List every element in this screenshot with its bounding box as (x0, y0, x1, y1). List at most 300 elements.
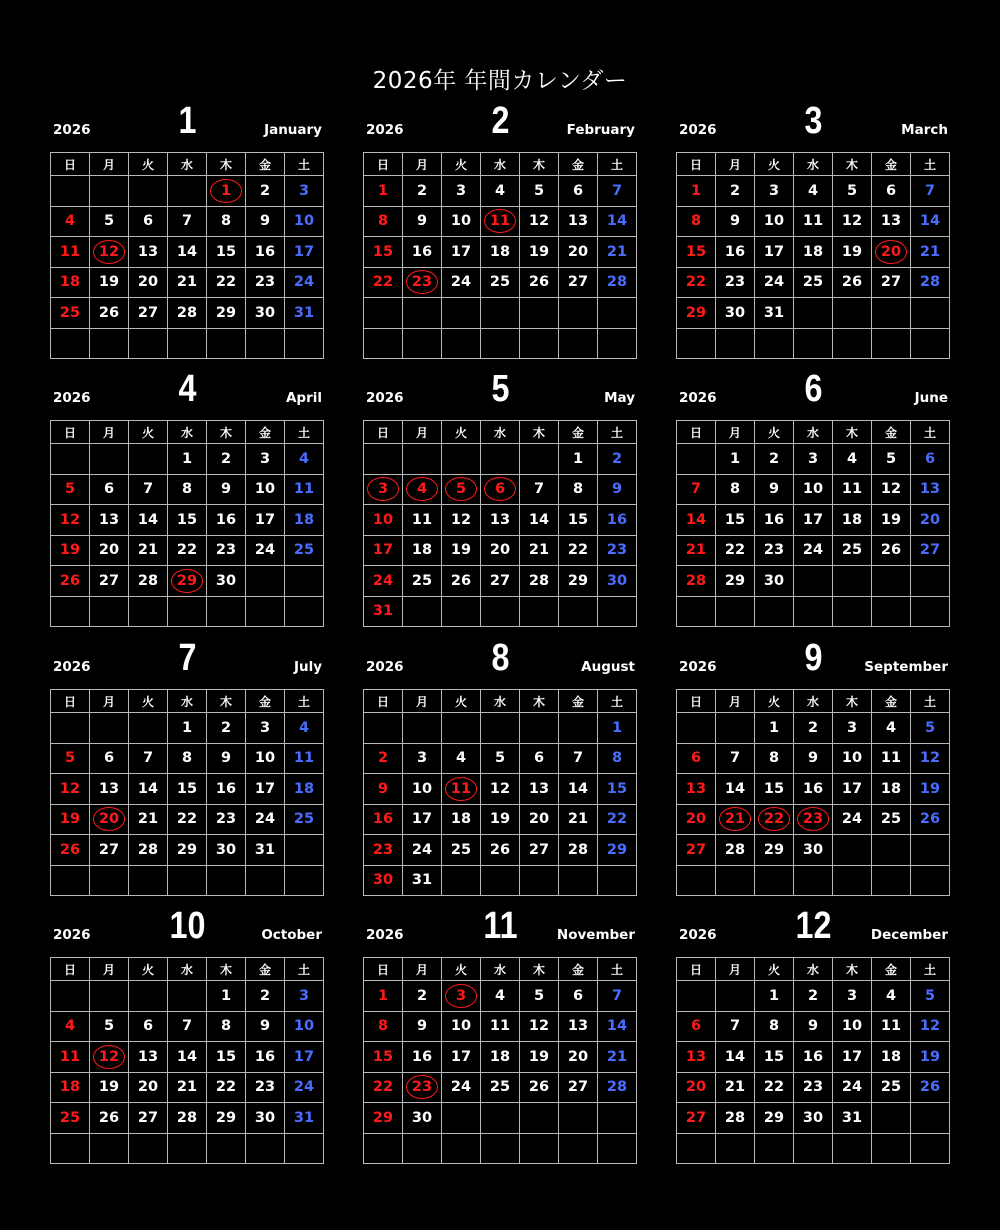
weekday-header: 水 (168, 421, 207, 444)
month-header (676, 637, 951, 689)
day-cell: 5 (90, 207, 129, 238)
day-cell: 17 (246, 505, 285, 536)
day-cell: 10 (403, 774, 442, 805)
month-header (363, 100, 638, 152)
empty-cell (129, 329, 168, 360)
day-cell: 20 (520, 805, 559, 836)
month-grid (363, 957, 637, 1164)
day-cell: 12 (520, 207, 559, 238)
holiday-day-cell: 5 (442, 475, 481, 506)
weekday-header: 水 (481, 690, 520, 713)
day-cell: 28 (559, 835, 598, 866)
day-cell: 2 (207, 444, 246, 475)
month-block (50, 100, 325, 359)
day-cell: 26 (90, 298, 129, 329)
empty-cell (285, 329, 324, 360)
day-cell: 20 (559, 1042, 598, 1073)
month-name: August (581, 659, 635, 675)
empty-cell (481, 444, 520, 475)
weekday-header: 木 (833, 690, 872, 713)
empty-cell (520, 444, 559, 475)
day-cell: 28 (716, 835, 755, 866)
month-year: 2026 (679, 122, 717, 138)
weekday-header: 月 (90, 690, 129, 713)
weekday-header: 土 (285, 958, 324, 981)
day-cell: 26 (872, 536, 911, 567)
holiday-day-cell: 3 (442, 981, 481, 1012)
day-cell: 3 (403, 744, 442, 775)
day-cell: 14 (559, 774, 598, 805)
day-cell: 11 (872, 1012, 911, 1043)
weekday-header: 火 (755, 958, 794, 981)
weekday-header: 水 (481, 153, 520, 176)
day-cell: 25 (403, 566, 442, 597)
day-cell: 16 (598, 505, 637, 536)
month-number: 5 (491, 368, 510, 410)
month-grid (50, 420, 324, 627)
day-cell: 14 (168, 237, 207, 268)
day-cell: 6 (559, 981, 598, 1012)
day-cell: 15 (364, 1042, 403, 1073)
empty-cell (481, 329, 520, 360)
day-cell: 10 (246, 475, 285, 506)
empty-cell (442, 1134, 481, 1165)
empty-cell (794, 329, 833, 360)
day-cell: 16 (246, 1042, 285, 1073)
day-cell: 29 (207, 298, 246, 329)
day-cell: 26 (90, 1103, 129, 1134)
day-cell: 5 (90, 1012, 129, 1043)
day-cell: 10 (364, 505, 403, 536)
month-block (676, 905, 951, 1164)
day-cell: 21 (168, 1073, 207, 1104)
day-cell: 21 (716, 1073, 755, 1104)
day-cell: 29 (598, 835, 637, 866)
day-cell: 14 (716, 774, 755, 805)
page-title: 2026年 年間カレンダー (372, 68, 628, 94)
day-cell: 13 (677, 1042, 716, 1073)
day-cell: 11 (872, 744, 911, 775)
day-cell: 7 (168, 1012, 207, 1043)
day-cell: 20 (90, 536, 129, 567)
weekday-header: 木 (207, 958, 246, 981)
weekday-header: 金 (872, 421, 911, 444)
weekday-header: 金 (246, 153, 285, 176)
empty-cell (677, 597, 716, 628)
day-cell: 25 (794, 268, 833, 299)
day-cell: 29 (168, 835, 207, 866)
day-cell: 6 (129, 1012, 168, 1043)
day-cell: 11 (51, 237, 90, 268)
day-cell: 23 (246, 268, 285, 299)
day-cell: 7 (598, 981, 637, 1012)
empty-cell (559, 329, 598, 360)
day-cell: 29 (364, 1103, 403, 1134)
empty-cell (90, 981, 129, 1012)
empty-cell (129, 981, 168, 1012)
weekday-header: 木 (833, 958, 872, 981)
empty-cell (364, 713, 403, 744)
day-cell: 24 (833, 1073, 872, 1104)
day-cell: 15 (207, 1042, 246, 1073)
weekday-header: 金 (246, 690, 285, 713)
month-year: 2026 (53, 390, 91, 406)
month-block (676, 368, 951, 627)
empty-cell (129, 866, 168, 897)
month-name: April (285, 390, 322, 406)
day-cell: 31 (285, 298, 324, 329)
weekday-header: 土 (285, 421, 324, 444)
empty-cell (520, 1134, 559, 1165)
empty-cell (442, 329, 481, 360)
empty-cell (129, 713, 168, 744)
empty-cell (794, 866, 833, 897)
day-cell: 25 (285, 805, 324, 836)
day-cell: 1 (677, 176, 716, 207)
day-cell: 22 (716, 536, 755, 567)
day-cell: 20 (911, 505, 950, 536)
day-cell: 9 (403, 207, 442, 238)
day-cell: 21 (911, 237, 950, 268)
day-cell: 21 (598, 1042, 637, 1073)
weekday-header: 金 (559, 958, 598, 981)
day-cell: 8 (755, 1012, 794, 1043)
day-cell: 24 (285, 268, 324, 299)
day-cell: 6 (872, 176, 911, 207)
day-cell: 12 (520, 1012, 559, 1043)
day-cell: 27 (872, 268, 911, 299)
empty-cell (364, 444, 403, 475)
weekday-header: 金 (559, 690, 598, 713)
day-cell: 28 (168, 1103, 207, 1134)
day-cell: 11 (481, 1012, 520, 1043)
day-cell: 7 (598, 176, 637, 207)
weekday-header: 水 (168, 958, 207, 981)
day-cell: 20 (677, 805, 716, 836)
weekday-header: 金 (872, 153, 911, 176)
day-cell: 2 (598, 444, 637, 475)
day-cell: 19 (833, 237, 872, 268)
day-cell: 6 (559, 176, 598, 207)
weekday-header: 水 (481, 421, 520, 444)
month-number: 1 (178, 100, 197, 142)
day-cell: 7 (129, 475, 168, 506)
empty-cell (90, 597, 129, 628)
day-cell: 8 (364, 207, 403, 238)
holiday-day-cell: 11 (481, 207, 520, 238)
empty-cell (285, 1134, 324, 1165)
weekday-header: 月 (403, 153, 442, 176)
day-cell: 12 (833, 207, 872, 238)
empty-cell (168, 329, 207, 360)
empty-cell (403, 444, 442, 475)
day-cell: 18 (51, 268, 90, 299)
empty-cell (677, 713, 716, 744)
day-cell: 30 (207, 835, 246, 866)
day-cell: 14 (168, 1042, 207, 1073)
day-cell: 5 (520, 176, 559, 207)
day-cell: 20 (481, 536, 520, 567)
day-cell: 17 (833, 1042, 872, 1073)
holiday-day-cell: 23 (403, 1073, 442, 1104)
day-cell: 28 (716, 1103, 755, 1134)
day-cell: 22 (168, 536, 207, 567)
day-cell: 30 (755, 566, 794, 597)
day-cell: 19 (51, 536, 90, 567)
day-cell: 20 (677, 1073, 716, 1104)
day-cell: 17 (364, 536, 403, 567)
empty-cell (168, 981, 207, 1012)
month-grid (676, 420, 950, 627)
empty-cell (559, 1134, 598, 1165)
empty-cell (90, 866, 129, 897)
month-header (50, 637, 325, 689)
day-cell: 5 (520, 981, 559, 1012)
weekday-header: 日 (364, 958, 403, 981)
empty-cell (677, 866, 716, 897)
day-cell: 22 (364, 1073, 403, 1104)
empty-cell (911, 835, 950, 866)
empty-cell (677, 981, 716, 1012)
day-cell: 1 (168, 713, 207, 744)
day-cell: 9 (246, 207, 285, 238)
day-cell: 10 (246, 744, 285, 775)
month-name: October (261, 927, 322, 943)
day-cell: 17 (285, 1042, 324, 1073)
day-cell: 3 (285, 981, 324, 1012)
weekday-header: 月 (716, 690, 755, 713)
day-cell: 12 (872, 475, 911, 506)
day-cell: 1 (755, 713, 794, 744)
empty-cell (442, 866, 481, 897)
empty-cell (716, 981, 755, 1012)
day-cell: 3 (246, 444, 285, 475)
weekday-header: 土 (598, 690, 637, 713)
day-cell: 14 (598, 1012, 637, 1043)
empty-cell (755, 597, 794, 628)
day-cell: 21 (129, 536, 168, 567)
day-cell: 4 (833, 444, 872, 475)
weekday-header: 月 (90, 153, 129, 176)
weekday-header: 月 (403, 958, 442, 981)
day-cell: 3 (794, 444, 833, 475)
month-header (676, 905, 951, 957)
day-cell: 5 (833, 176, 872, 207)
day-cell: 10 (755, 207, 794, 238)
day-cell: 22 (559, 536, 598, 567)
empty-cell (129, 176, 168, 207)
day-cell: 16 (794, 774, 833, 805)
empty-cell (51, 1134, 90, 1165)
day-cell: 19 (520, 1042, 559, 1073)
day-cell: 13 (911, 475, 950, 506)
empty-cell (833, 329, 872, 360)
day-cell: 17 (755, 237, 794, 268)
day-cell: 30 (364, 866, 403, 897)
month-header (363, 637, 638, 689)
empty-cell (559, 1103, 598, 1134)
day-cell: 29 (716, 566, 755, 597)
day-cell: 2 (794, 981, 833, 1012)
empty-cell (442, 597, 481, 628)
day-cell: 11 (403, 505, 442, 536)
day-cell: 3 (755, 176, 794, 207)
empty-cell (794, 566, 833, 597)
empty-cell (716, 597, 755, 628)
empty-cell (598, 329, 637, 360)
weekday-header: 金 (246, 958, 285, 981)
month-block (363, 100, 638, 359)
month-year: 2026 (366, 659, 404, 675)
weekday-header: 月 (90, 421, 129, 444)
empty-cell (833, 1134, 872, 1165)
empty-cell (872, 835, 911, 866)
day-cell: 9 (246, 1012, 285, 1043)
day-cell: 3 (442, 176, 481, 207)
weekday-header: 火 (442, 153, 481, 176)
day-cell: 15 (755, 1042, 794, 1073)
day-cell: 10 (833, 744, 872, 775)
month-grid (676, 689, 950, 896)
empty-cell (481, 1103, 520, 1134)
weekday-header: 金 (559, 421, 598, 444)
day-cell: 13 (559, 207, 598, 238)
day-cell: 25 (833, 536, 872, 567)
empty-cell (51, 329, 90, 360)
weekday-header: 火 (129, 690, 168, 713)
weekday-header: 月 (716, 958, 755, 981)
holiday-day-cell: 29 (168, 566, 207, 597)
day-cell: 24 (285, 1073, 324, 1104)
day-cell: 1 (559, 444, 598, 475)
empty-cell (872, 1134, 911, 1165)
weekday-header: 土 (285, 690, 324, 713)
day-cell: 12 (911, 1012, 950, 1043)
day-cell: 2 (403, 176, 442, 207)
holiday-day-cell: 1 (207, 176, 246, 207)
day-cell: 18 (872, 774, 911, 805)
day-cell: 23 (246, 1073, 285, 1104)
day-cell: 1 (168, 444, 207, 475)
empty-cell (911, 597, 950, 628)
day-cell: 15 (755, 774, 794, 805)
day-cell: 13 (129, 237, 168, 268)
day-cell: 24 (246, 805, 285, 836)
empty-cell (833, 298, 872, 329)
weekday-header: 木 (833, 421, 872, 444)
month-grid (363, 152, 637, 359)
day-cell: 24 (442, 1073, 481, 1104)
day-cell: 3 (833, 981, 872, 1012)
month-name: June (914, 390, 948, 406)
empty-cell (716, 713, 755, 744)
month-name: December (870, 927, 948, 943)
day-cell: 13 (559, 1012, 598, 1043)
day-cell: 19 (442, 536, 481, 567)
empty-cell (755, 329, 794, 360)
day-cell: 10 (285, 207, 324, 238)
weekday-header: 月 (716, 421, 755, 444)
day-cell: 18 (403, 536, 442, 567)
day-cell: 11 (285, 475, 324, 506)
month-header (676, 100, 951, 152)
day-cell: 4 (481, 981, 520, 1012)
empty-cell (559, 597, 598, 628)
day-cell: 28 (168, 298, 207, 329)
day-cell: 15 (168, 505, 207, 536)
day-cell: 6 (677, 744, 716, 775)
empty-cell (794, 597, 833, 628)
holiday-day-cell: 12 (90, 237, 129, 268)
day-cell: 8 (716, 475, 755, 506)
day-cell: 25 (481, 268, 520, 299)
empty-cell (168, 866, 207, 897)
weekday-header: 土 (911, 690, 950, 713)
day-cell: 27 (90, 566, 129, 597)
day-cell: 9 (364, 774, 403, 805)
day-cell: 8 (168, 744, 207, 775)
day-cell: 10 (794, 475, 833, 506)
month-year: 2026 (679, 390, 717, 406)
day-cell: 21 (520, 536, 559, 567)
weekday-header: 土 (598, 421, 637, 444)
day-cell: 8 (598, 744, 637, 775)
day-cell: 26 (481, 835, 520, 866)
day-cell: 21 (129, 805, 168, 836)
month-grid (50, 957, 324, 1164)
month-number: 9 (804, 637, 823, 679)
empty-cell (90, 176, 129, 207)
month-block (676, 637, 951, 896)
day-cell: 14 (520, 505, 559, 536)
weekday-header: 金 (872, 690, 911, 713)
day-cell: 25 (51, 298, 90, 329)
weekday-header: 木 (520, 421, 559, 444)
day-cell: 5 (872, 444, 911, 475)
day-cell: 13 (129, 1042, 168, 1073)
empty-cell (442, 1103, 481, 1134)
month-number: 6 (804, 368, 823, 410)
day-cell: 20 (129, 268, 168, 299)
empty-cell (677, 329, 716, 360)
weekday-header: 水 (481, 958, 520, 981)
day-cell: 31 (285, 1103, 324, 1134)
weekday-header: 木 (207, 421, 246, 444)
month-name: May (604, 390, 635, 406)
day-cell: 29 (207, 1103, 246, 1134)
weekday-header: 木 (833, 153, 872, 176)
day-cell: 1 (207, 981, 246, 1012)
day-cell: 1 (364, 176, 403, 207)
weekday-header: 木 (520, 958, 559, 981)
day-cell: 4 (285, 444, 324, 475)
empty-cell (481, 597, 520, 628)
weekday-header: 火 (442, 958, 481, 981)
day-cell: 14 (129, 774, 168, 805)
day-cell: 1 (364, 981, 403, 1012)
day-cell: 12 (481, 774, 520, 805)
empty-cell (207, 1134, 246, 1165)
day-cell: 6 (129, 207, 168, 238)
day-cell: 13 (520, 774, 559, 805)
day-cell: 16 (716, 237, 755, 268)
day-cell: 16 (794, 1042, 833, 1073)
day-cell: 2 (207, 713, 246, 744)
weekday-header: 日 (51, 153, 90, 176)
day-cell: 23 (364, 835, 403, 866)
empty-cell (168, 597, 207, 628)
weekday-header: 日 (51, 421, 90, 444)
